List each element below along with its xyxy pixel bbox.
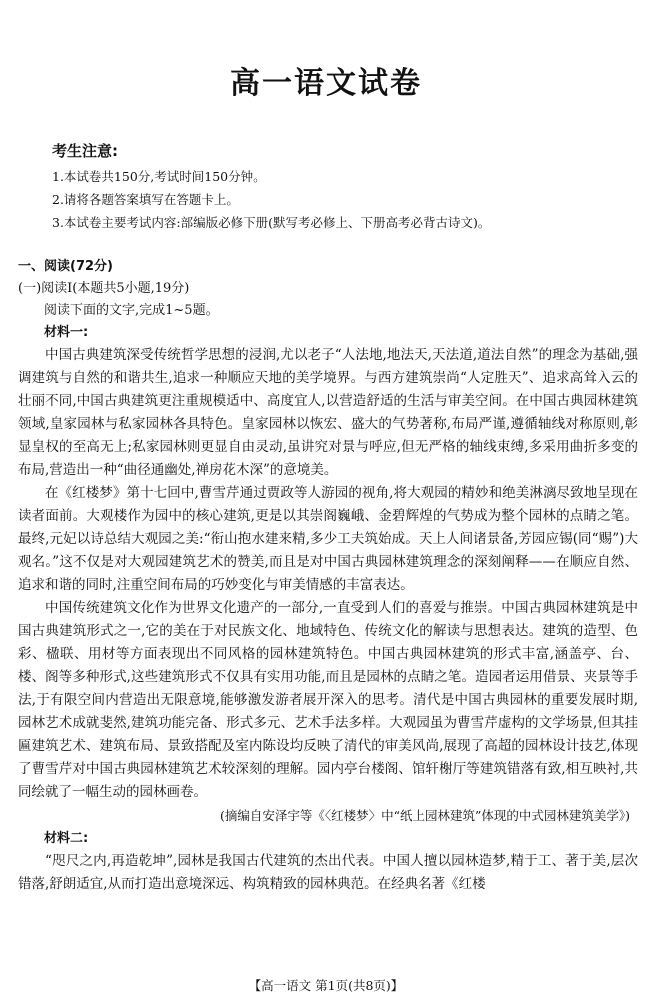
page-title: 高一语文试卷 [230,66,422,101]
notice-item: 2.请将各题答案填写在答题卡上。 [52,192,239,207]
notice-item: 1.本试卷共150分,考试时间150分钟。 [52,169,266,184]
notice-heading: 考生注意: [52,142,118,160]
material-one-paragraph-2: 在《红楼梦》第十七回中,曹雪芹通过贾政等人游园的视角,将大观园的精妙和绝美淋漓尽致地呈现在读者面前。大观楼作为园中的核心建筑,更是以其崇阁巍峨、金碧辉煌的气势成为整个园林的点睛之笔。最终,元妃以诗总结大观园之美:“衔山抱水建来精,多少工夫筑始成。天上人间诸景备,芳园应锡(同“赐”)大观名。”这不仅是对大观园建筑艺术的赞美,而且是对中国古典园林建筑理念的深刻阐释——在顺应自然、追求和谐的同时,注重空间布局的巧妙变化与审美情感的丰富表达。 [18,485,638,593]
reading-section [18,256,638,896]
material-two-label: 材料二: [44,831,89,846]
material-one-paragraph-3: 中国传统建筑文化作为世界文化遗产的一部分,一直受到人们的喜爱与推崇。中国古典园林建筑是中国古典建筑形式之一,它的美在于对民族文化、地域特色、传统文化的解读与思想表达。建筑的造型、色彩、楹联、用材等方面表现出不同风格的园林建筑特色。中国古典园林建筑的形式丰富,涵盖亭、台、楼、阁等多种形式,这些建筑形式不仅具有实用功能,而且是园林的点睛之笔。造园者运用借景、夹景等手法,于有限空间内营造出无限意境,能够激发游者展开深入的思考。清代是中国古典园林的重要发展时期,园林艺术成就斐然,建筑功能完备、形式多元、艺术手法多样。大观园虽为曹雪芹虚构的文学场景,但其挂匾建筑艺术、建筑布局、景致搭配及室内陈设均反映了清代的审美风尚,展现了高超的园林设计技艺,体现了曹雪芹对中国古典园林建筑艺术较深刻的理解。园内亭台楼阁、馆轩榭厅等建筑错落有致,相互映衬,共同绘就了一幅生动的园林画卷。 [18,600,638,800]
material-one-paragraph-1: 中国古典建筑深受传统哲学思想的浸润,尤以老子“人法地,地法天,天法道,道法自然”的理念为基础,强调建筑与自然的和谐共生,追求一种顺应天地的美学境界。与西方建筑崇尚“人定胜天”、追求高耸入云的壮丽不同,中国古典建筑更注重规模适中、高度宜人,以营造舒适的生活与审美空间。在中国古典园林建筑领域,皇家园林与私家园林各具特色。皇家园林以恢宏、盛大的气势著称,布局严谨,遵循轴线对称原则,彰显皇权的至高无上;私家园林则更显自由灵动,虽讲究对景与呼应,但无严格的轴线束缚,多采用曲折多变的布局,营造出一种“曲径通幽处,禅房花木深”的意境美。 [18,347,638,478]
subsection-heading: (一)阅读Ⅰ(本题共5小题,19分) [18,281,190,296]
material-two-paragraph: “咫尺之内,再造乾坤”,园林是我国古代建筑的杰出代表。中国人擅以园林造梦,精于工、著于美,层次错落,舒朗适宜,从而打造出意境深远、构筑精致的园林典范。在经典名著《红楼 [18,853,638,892]
material-one-label: 材料一: [44,325,89,340]
page-footer: 【高一语文 第1页(共8页)】 [248,978,404,993]
notice-block [52,140,612,234]
instruction-text: 阅读下面的文字,完成1~5题。 [44,303,219,318]
section-heading: 一、阅读(72分) [18,259,113,274]
notice-item: 3.本试卷主要考试内容:部编版必修下册(默写考必修上、下册高考必背古诗文)。 [52,215,491,230]
material-source: (摘编自安泽宇等《〈红楼梦〉中“纸上园林建筑”体现的中式园林建筑美学》) [219,808,630,823]
